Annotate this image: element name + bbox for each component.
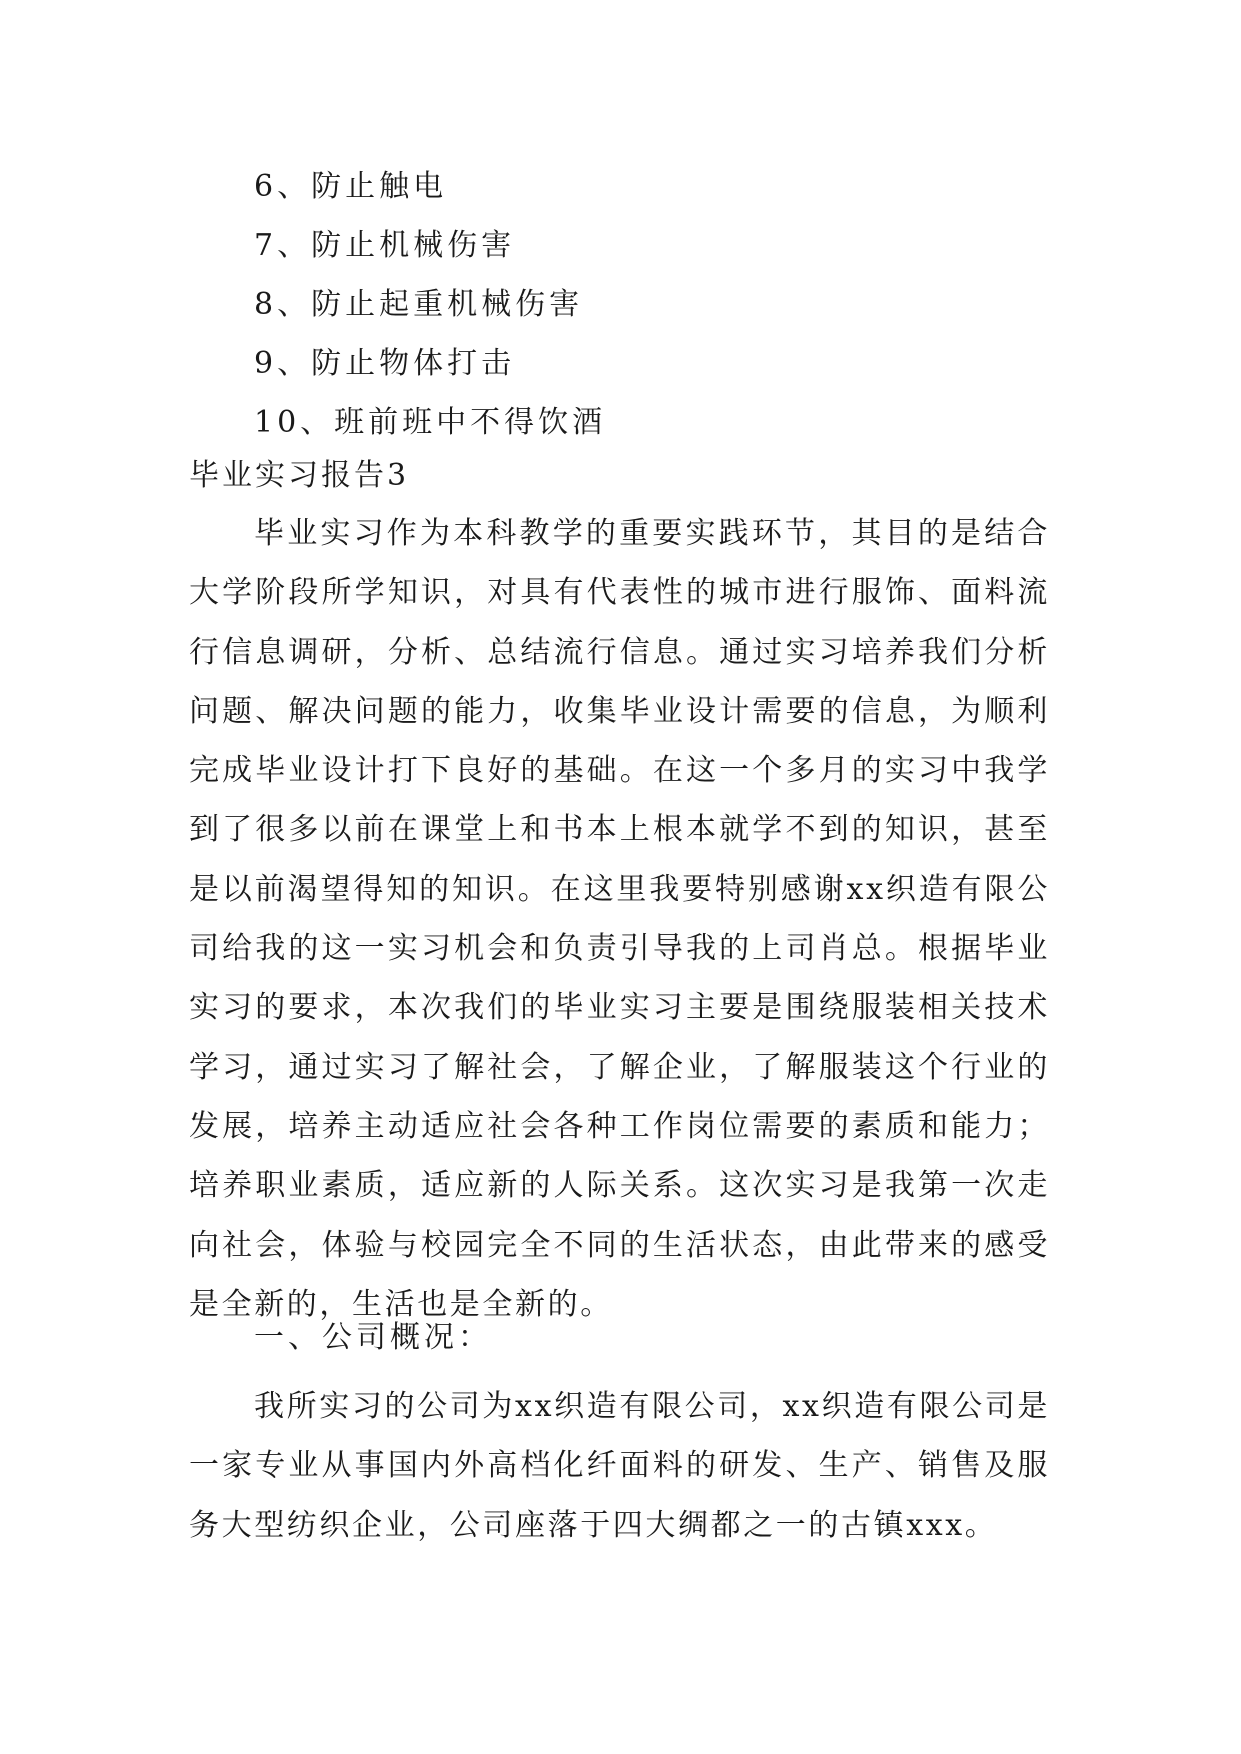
- section-title-company-overview: 一、公司概况：: [254, 1320, 492, 1355]
- report-heading: 毕业实习报告3: [189, 458, 410, 493]
- safety-rules-list: [254, 157, 606, 452]
- list-item: 9、防止物体打击: [254, 346, 516, 381]
- list-item: 6、防止触电: [254, 169, 448, 204]
- list-item: 8、防止起重机械伤害: [254, 287, 584, 322]
- list-item: 7、防止机械伤害: [254, 228, 516, 263]
- intro-paragraph: 毕业实习作为本科教学的重要实践环节，其目的是结合大学阶段所学知识，对具有代表性的城市进行服饰、面料流行信息调研，分析、总结流行信息。通过实习培养我们分析问题、解决问题的能力，收集毕业设计需要的信息，为顺利完成毕业设计打下良好的基础。在这一个多月的实习中我学到了很多以前在课堂上和书本上根本就学不到的知识，甚至是以前渴望得知的知识。在这里我要特别感谢xx织造有限公司给我的这一实习机会和负责引导我的上司肖总。根据毕业实习的要求，本次我们的毕业实习主要是围绕服装相关技术学习，通过实习了解社会，了解企业，了解服装这个行业的发展，培养主动适应社会各种工作岗位需要的素质和能力；培养职业素质，适应新的人际关系。这次实习是我第一次走向社会，体验与校园完全不同的生活状态，由此带来的感受是全新的，生活也是全新的。: [189, 516, 1050, 1322]
- company-paragraph: 我所实习的公司为xx织造有限公司，xx织造有限公司是一家专业从事国内外高档化纤面料的研发、生产、销售及服务大型纺织企业，公司座落于四大绸都之一的古镇xxx。: [189, 1389, 1050, 1543]
- list-item: 10、班前班中不得饮酒: [254, 405, 607, 440]
